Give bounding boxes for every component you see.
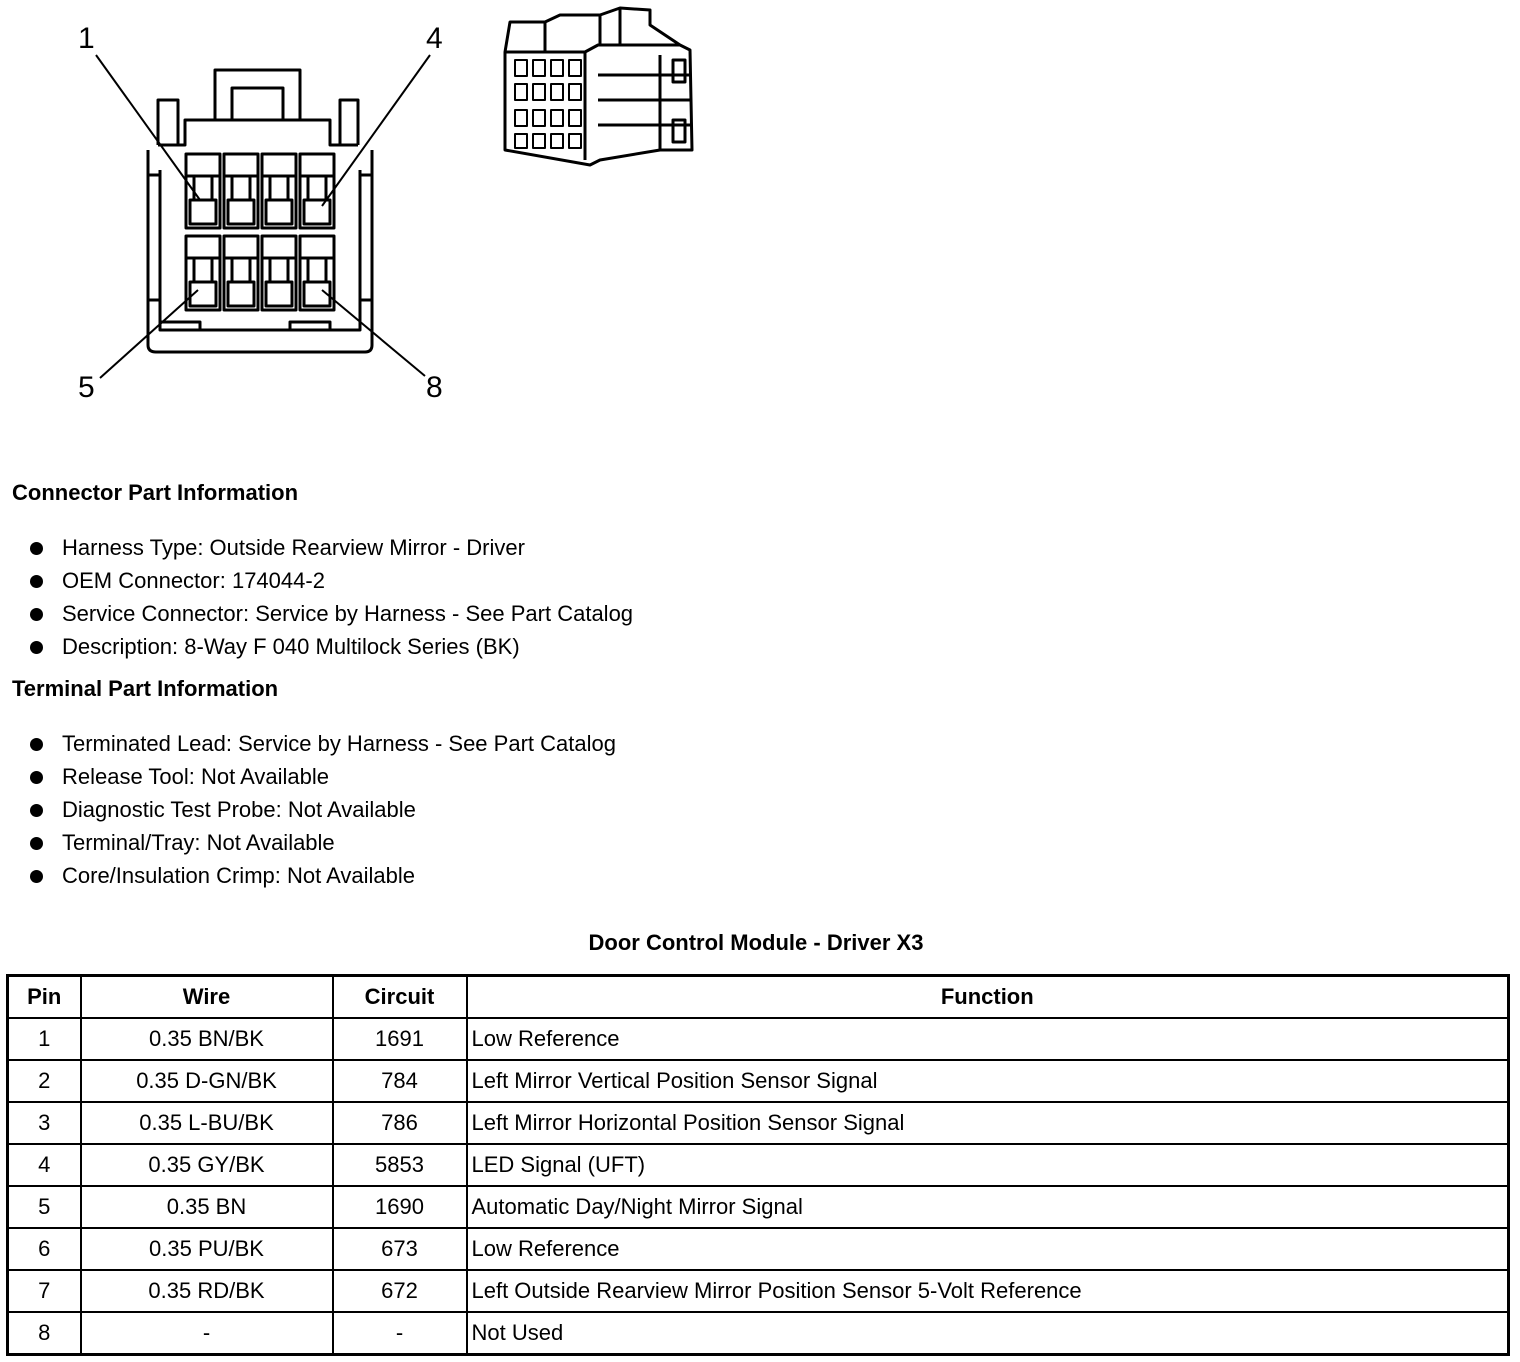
table-row — [8, 1102, 1509, 1144]
bullet-icon — [30, 804, 43, 817]
list-item: Diagnostic Test Probe: Not Available — [30, 793, 616, 826]
table-title: Door Control Module - Driver X3 — [588, 930, 924, 955]
circuit-cell: 1691 — [333, 1018, 467, 1060]
list-item: Core/Insulation Crimp: Not Available — [30, 859, 616, 892]
pin-cell: 6 — [8, 1228, 81, 1270]
table-row — [8, 1312, 1509, 1355]
bullet-icon — [30, 738, 43, 751]
function-cell: Automatic Day/Night Mirror Signal — [467, 1186, 1509, 1228]
wire-cell: 0.35 GY/BK — [81, 1144, 333, 1186]
pin-callout-4: 4 — [426, 22, 443, 55]
pin-cell: 2 — [8, 1060, 81, 1102]
bullet-icon — [30, 608, 43, 621]
connector-info-list — [30, 531, 633, 663]
table-row — [8, 1060, 1509, 1102]
pin-callout-8: 8 — [426, 371, 443, 404]
connector-diagram — [0, 0, 720, 420]
table-row — [8, 1144, 1509, 1186]
terminal-info-list — [30, 727, 616, 892]
bullet-icon — [30, 837, 43, 850]
pin-table — [6, 974, 1510, 1356]
wire-cell: 0.35 BN — [81, 1186, 333, 1228]
pin-cell: 4 — [8, 1144, 81, 1186]
pin-cell: 3 — [8, 1102, 81, 1144]
function-cell: LED Signal (UFT) — [467, 1144, 1509, 1186]
wire-cell: 0.35 D-GN/BK — [81, 1060, 333, 1102]
bullet-icon — [30, 575, 43, 588]
wire-cell: 0.35 PU/BK — [81, 1228, 333, 1270]
pin-cell: 7 — [8, 1270, 81, 1312]
bullet-icon — [30, 542, 43, 555]
table-row — [8, 1018, 1509, 1060]
table-row — [8, 1270, 1509, 1312]
circuit-cell: 673 — [333, 1228, 467, 1270]
function-cell: Left Mirror Horizontal Position Sensor Signal — [467, 1102, 1509, 1144]
circuit-cell: 672 — [333, 1270, 467, 1312]
wire-cell: - — [81, 1312, 333, 1355]
function-cell: Low Reference — [467, 1228, 1509, 1270]
list-item: Release Tool: Not Available — [30, 760, 616, 793]
list-item: OEM Connector: 174044-2 — [30, 564, 633, 597]
table-row — [8, 1186, 1509, 1228]
pin-cell: 1 — [8, 1018, 81, 1060]
pin-callout-5: 5 — [78, 371, 95, 404]
pin-cell: 5 — [8, 1186, 81, 1228]
bullet-icon — [30, 641, 43, 654]
list-item: Terminal/Tray: Not Available — [30, 826, 616, 859]
column-header-function: Function — [467, 976, 1509, 1019]
pin-callout-1: 1 — [78, 22, 95, 55]
bullet-icon — [30, 870, 43, 883]
column-header-circuit: Circuit — [333, 976, 467, 1019]
wire-cell: 0.35 BN/BK — [81, 1018, 333, 1060]
table-row — [8, 1228, 1509, 1270]
column-header-pin: Pin — [8, 976, 81, 1019]
function-cell: Not Used — [467, 1312, 1509, 1355]
table-header-row — [8, 976, 1509, 1019]
wire-cell: 0.35 L-BU/BK — [81, 1102, 333, 1144]
list-item: Terminated Lead: Service by Harness - See Part Catalog — [30, 727, 616, 760]
pin-cell: 8 — [8, 1312, 81, 1355]
connector-info-heading: Connector Part Information — [12, 480, 299, 505]
circuit-cell: 786 — [333, 1102, 467, 1144]
circuit-cell: - — [333, 1312, 467, 1355]
function-cell: Low Reference — [467, 1018, 1509, 1060]
function-cell: Left Mirror Vertical Position Sensor Signal — [467, 1060, 1509, 1102]
terminal-info-heading: Terminal Part Information — [12, 676, 279, 701]
bullet-icon — [30, 771, 43, 784]
circuit-cell: 784 — [333, 1060, 467, 1102]
connector-isometric-drawing — [505, 8, 692, 165]
list-item: Harness Type: Outside Rearview Mirror - Driver — [30, 531, 633, 564]
circuit-cell: 1690 — [333, 1186, 467, 1228]
circuit-cell: 5853 — [333, 1144, 467, 1186]
wire-cell: 0.35 RD/BK — [81, 1270, 333, 1312]
function-cell: Left Outside Rearview Mirror Position Sensor 5-Volt Reference — [467, 1270, 1509, 1312]
column-header-wire: Wire — [81, 976, 333, 1019]
list-item: Description: 8-Way F 040 Multilock Series (BK) — [30, 630, 633, 663]
list-item: Service Connector: Service by Harness - See Part Catalog — [30, 597, 633, 630]
